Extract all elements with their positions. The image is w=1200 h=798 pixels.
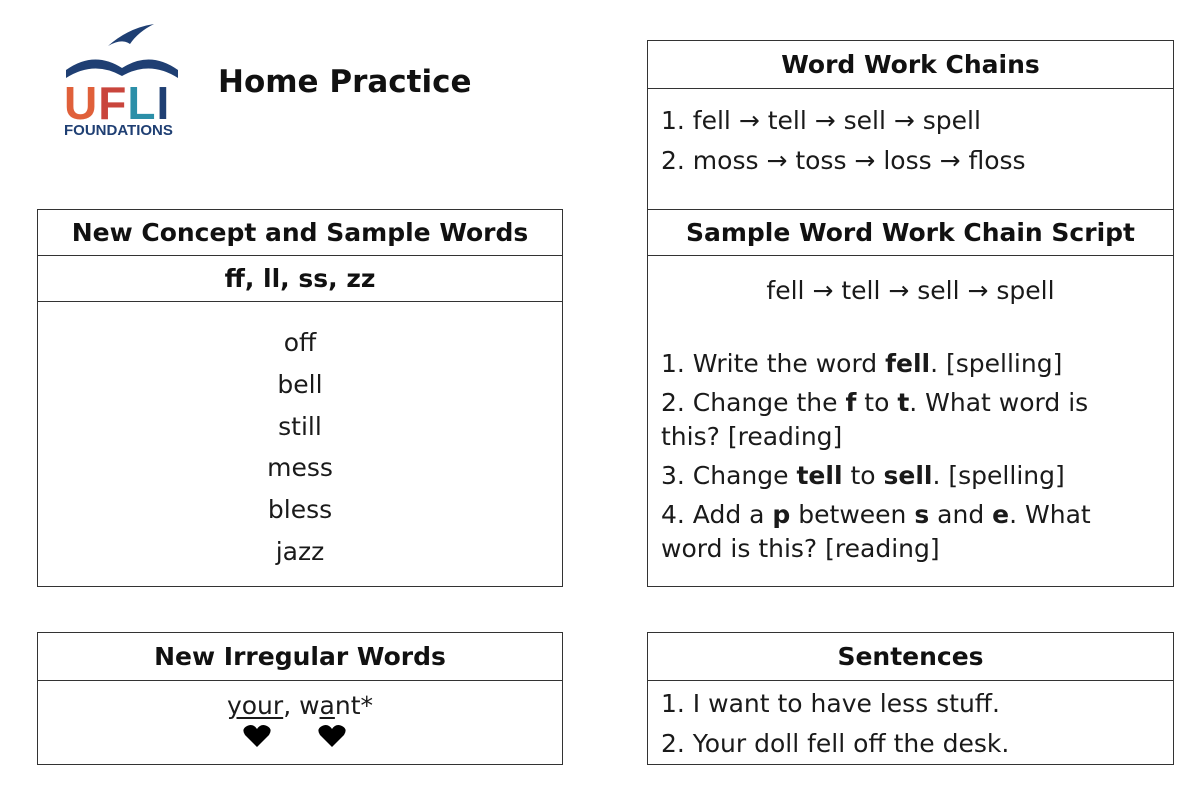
- concept-word: bless: [267, 495, 333, 525]
- sentences-list: [648, 681, 1173, 764]
- chains-panel: [647, 40, 1174, 212]
- chains-list: [648, 89, 1173, 181]
- page-title: Home Practice: [218, 64, 472, 100]
- concept-word: still: [278, 411, 322, 441]
- concept-pattern: ff, ll, ss, zz: [38, 256, 562, 302]
- concept-word: jazz: [275, 536, 325, 566]
- concept-heading: New Concept and Sample Words: [38, 210, 562, 256]
- sentence-item: 1. I want to have less stuff.: [661, 689, 1000, 718]
- sentences-heading: Sentences: [648, 633, 1173, 681]
- concept-word: mess: [267, 453, 333, 483]
- script-panel: [647, 209, 1174, 587]
- concept-word: bell: [277, 369, 323, 399]
- chains-heading: Word Work Chains: [648, 41, 1173, 89]
- script-step: 1. Write the word fell. [spelling]: [661, 349, 1063, 378]
- irregular-word: want: [299, 691, 361, 720]
- script-heading: Sample Word Work Chain Script: [648, 210, 1173, 256]
- chain-item: 2. moss → toss → loss → floss: [661, 146, 1026, 175]
- heart-icon: [318, 724, 346, 748]
- chain-item: 1. fell → tell → sell → spell: [661, 106, 981, 135]
- sentences-panel: [647, 632, 1174, 765]
- concept-panel: [37, 209, 563, 587]
- irregular-words: your, want*: [226, 691, 374, 720]
- irregular-heading: New Irregular Words: [38, 633, 562, 681]
- concept-word: off: [283, 328, 317, 357]
- script-chain: fell → tell → sell → spell: [766, 276, 1055, 305]
- irregular-panel: [37, 632, 563, 765]
- script-step: 4. Add a p between s and e. What word is this? [reading]: [661, 500, 1091, 563]
- heart-icon: [243, 724, 271, 748]
- logo-subtext: FOUNDATIONS: [64, 122, 173, 139]
- irregular-word: your: [226, 691, 284, 720]
- bird-icon: [108, 24, 154, 46]
- concept-word-list: [38, 302, 562, 573]
- script-steps: [648, 305, 1173, 566]
- script-step: 3. Change tell to sell. [spelling]: [661, 461, 1065, 490]
- logo-letters: UFLI: [64, 77, 171, 129]
- sentence-item: 2. Your doll fell off the desk.: [661, 729, 1010, 758]
- script-step: 2. Change the f to t. What word is this? [reading]: [661, 388, 1089, 451]
- ufli-logo: [58, 18, 188, 148]
